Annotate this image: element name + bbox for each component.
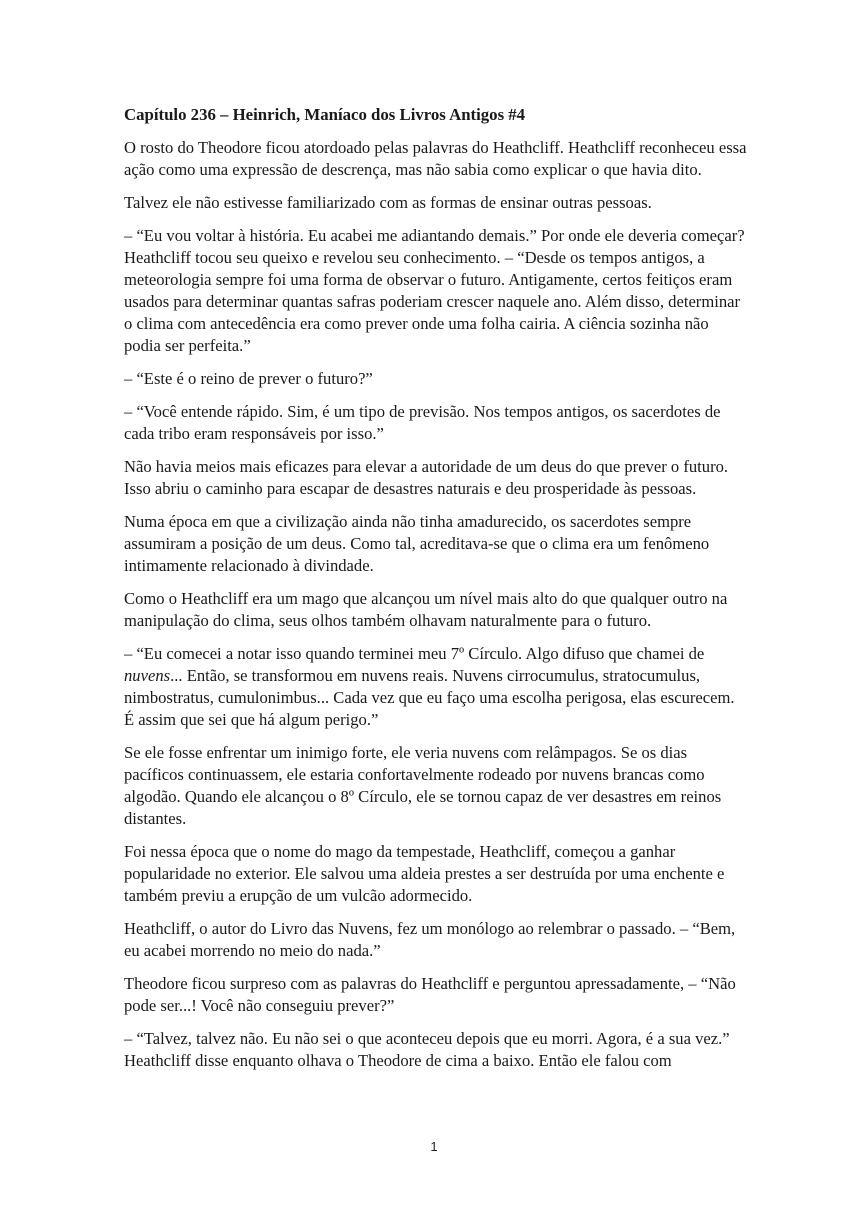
page-number: 1 bbox=[430, 1139, 438, 1154]
paragraph: – “Este é o reino de prever o futuro?” bbox=[124, 369, 373, 388]
paragraph: Heathcliff, o autor do Livro das Nuvens, fez um monólogo ao relembrar o passado. – “Bem, eu acabei morrendo no meio do nada.” bbox=[124, 919, 736, 960]
paragraph: Talvez ele não estivesse familiarizado com as formas de ensinar outras pessoas. bbox=[124, 193, 652, 212]
paragraph-text: ... Então, se transformou em nuvens reais. Nuvens cirrocumulus, stratocumulus, nimbostratus, cumulonimbus... Cada vez que eu faço uma escolha perigosa, elas escurecem. É assim que sei que há algum perigo.” bbox=[124, 666, 735, 729]
paragraph: O rosto do Theodore ficou atordoado pelas palavras do Heathcliff. Heathcliff reconheceu essa ação como uma expressão de descrença, mas não sabia como explicar o que havia dito. bbox=[124, 138, 747, 179]
paragraph: Como o Heathcliff era um mago que alcançou um nível mais alto do que qualquer outro na manipulação do clima, seus olhos também olhavam naturalmente para o futuro. bbox=[124, 589, 728, 630]
paragraph: – “Talvez, talvez não. Eu não sei o que aconteceu depois que eu morri. Agora, é a sua vez.” Heathcliff disse enquanto olhava o Theodore de cima a baixo. Então ele falou com bbox=[124, 1029, 730, 1070]
paragraph: Numa época em que a civilização ainda não tinha amadurecido, os sacerdotes sempre assumiram a posição de um deus. Como tal, acreditava-se que o clima era um fenômeno intimamente relacionado à divindade. bbox=[124, 512, 710, 575]
italic-word: nuvens bbox=[124, 666, 171, 685]
paragraph: Não havia meios mais eficazes para elevar a autoridade de um deus do que prever o futuro. Isso abriu o caminho para escapar de desastres naturais e deu prosperidade às pessoas. bbox=[124, 457, 729, 498]
chapter-title: Capítulo 236 – Heinrich, Maníaco dos Livros Antigos #4 bbox=[124, 105, 526, 124]
paragraph: Foi nessa época que o nome do mago da tempestade, Heathcliff, começou a ganhar popularidade no exterior. Ele salvou uma aldeia prestes a ser destruída por uma enchente e também previu a erupção de um vulcão adormecido. bbox=[124, 842, 725, 905]
document-page bbox=[124, 104, 748, 1083]
paragraph-text: – “Eu comecei a notar isso quando terminei meu 7º Círculo. Algo difuso que chamei de bbox=[124, 644, 705, 663]
paragraph: Se ele fosse enfrentar um inimigo forte, ele veria nuvens com relâmpagos. Se os dias pacíficos continuassem, ele estaria confortavelmente rodeado por nuvens brancas como algodão. Quando ele alcançou o 8º Círculo, ele se tornou capaz de ver desastres em reinos distantes. bbox=[124, 743, 722, 828]
paragraph: Theodore ficou surpreso com as palavras do Heathcliff e perguntou apressadamente, – “Não pode ser...! Você não conseguiu prever?” bbox=[124, 974, 736, 1015]
paragraph: – “Eu vou voltar à história. Eu acabei me adiantando demais.” Por onde ele deveria começar? Heathcliff tocou seu queixo e revelou seu conhecimento. – “Desde os tempos antigos, a meteorologia sempre foi uma forma de observar o futuro. Antigamente, certos feitiços eram usados para determinar quantas safras poderiam crescer naquele ano. Além disso, determinar o clima com antecedência era como prever onde uma folha cairia. A ciência sozinha não podia ser perfeita.” bbox=[124, 226, 745, 355]
paragraph-clouds bbox=[124, 643, 748, 731]
paragraph: – “Você entende rápido. Sim, é um tipo de previsão. Nos tempos antigos, os sacerdotes de cada tribo eram responsáveis por isso.” bbox=[124, 402, 721, 443]
